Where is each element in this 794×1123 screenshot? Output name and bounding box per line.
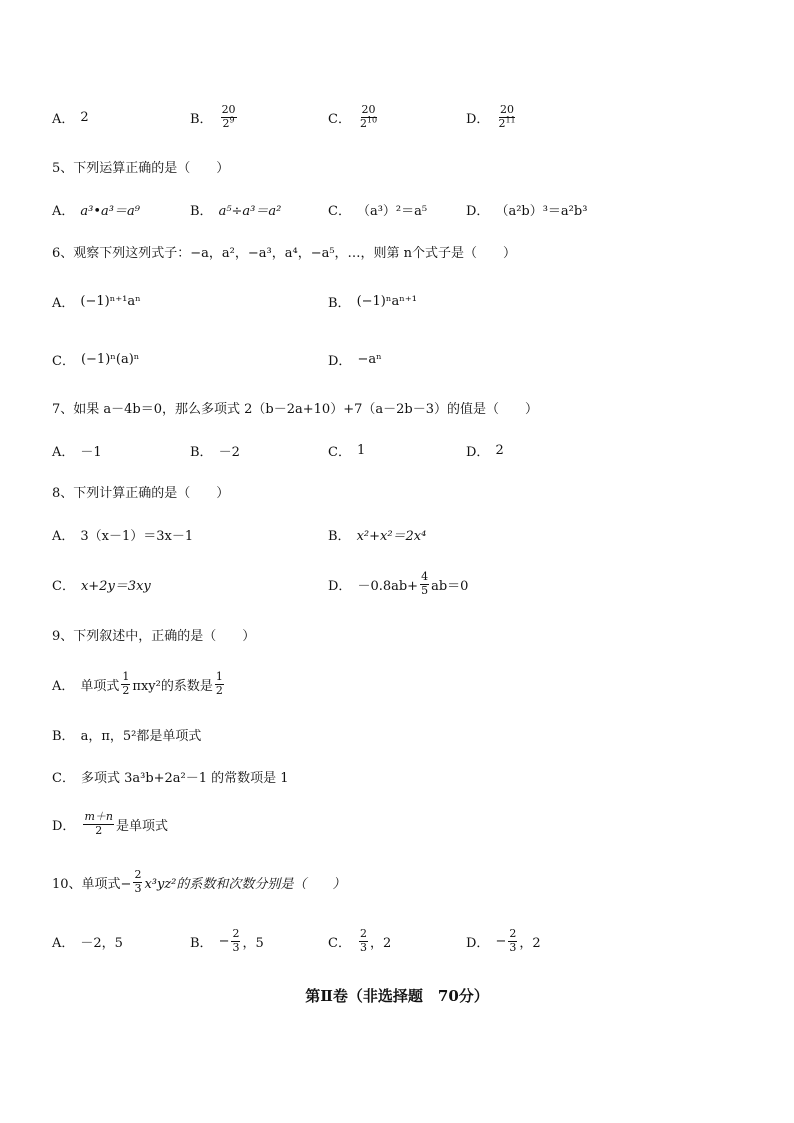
q6-options-row2 bbox=[0, 345, 794, 373]
q4-option-b[interactable]: B． $\frac{20}{2^9}$ bbox=[190, 103, 236, 130]
q7-option-c[interactable]: C． 1 bbox=[328, 442, 366, 460]
q5-option-b[interactable]: B． a⁵÷a³＝a² bbox=[190, 203, 282, 219]
q5-option-a[interactable]: A． a³•a³＝a⁹ bbox=[52, 203, 140, 219]
q8-options-row1 bbox=[0, 520, 794, 548]
q8-option-c[interactable]: C． x+2y＝3xy bbox=[52, 578, 151, 594]
fraction: $\frac{m+n}{2}$ bbox=[84, 810, 113, 837]
q7-option-d[interactable]: D． 2 bbox=[466, 442, 504, 460]
fraction: $\frac{2}{3}$ bbox=[359, 927, 367, 954]
fraction: $\frac{1}{2}$ bbox=[122, 670, 130, 697]
q8-option-b[interactable]: B． x²+x²＝2x⁴ bbox=[328, 528, 427, 544]
q6-option-a[interactable]: A． (−1)ⁿ⁺¹aⁿ bbox=[52, 293, 141, 311]
q9-option-c-row bbox=[0, 762, 794, 790]
q4-options bbox=[0, 103, 794, 131]
q9-option-a[interactable]: A． 单项式 $\frac{1}{2}$ πxy²的系数是 $\frac{1}{2}$ bbox=[52, 670, 223, 697]
q6-option-c[interactable]: C． (−1)ⁿ(a)ⁿ bbox=[52, 351, 140, 369]
q6-options-row1 bbox=[0, 287, 794, 315]
q9-stem: 9、下列叙述中，正确的是（ ） bbox=[52, 628, 256, 644]
q8-stem: 8、下列计算正确的是（ ） bbox=[52, 485, 230, 501]
fraction: $\frac{2}{3}$ bbox=[509, 927, 517, 954]
q7-option-b[interactable]: B． －2 bbox=[190, 444, 240, 460]
q5-option-d[interactable]: D． （a²b）³＝a²b³ bbox=[466, 203, 588, 219]
q9-option-d[interactable]: D． $\frac{m+n}{2}$ 是单项式 bbox=[52, 810, 168, 837]
q6-option-b[interactable]: B． (−1)ⁿaⁿ⁺¹ bbox=[328, 293, 417, 311]
q8-options-row2 bbox=[0, 570, 794, 598]
q10-stem: 10、单项式− $\frac{2}{3}$ x³yz²的系数和次数分别是（ ） bbox=[52, 868, 346, 895]
q7-stem: 7、如果 a－4b＝0，那么多项式 2（b－2a+10）+7（a－2b－3）的值是（ ） bbox=[52, 401, 538, 417]
fraction: $\frac{20}{2^{10}}$ bbox=[359, 103, 378, 130]
q5-options bbox=[0, 195, 794, 223]
q10-options bbox=[0, 927, 794, 955]
fraction: $\frac{4}{5}$ bbox=[421, 570, 429, 597]
q6-option-d[interactable]: D． −aⁿ bbox=[328, 351, 382, 369]
q10-option-c[interactable]: C． $\frac{2}{3}$ ，2 bbox=[328, 927, 392, 954]
q4-option-d[interactable]: D． $\frac{20}{2^{11}}$ bbox=[466, 103, 516, 130]
q9-option-c[interactable]: C． 多项式 3a³b+2a²－1 的常数项是 1 bbox=[52, 770, 289, 786]
section-title: 第Ⅱ卷（非选择题 70分） bbox=[305, 987, 489, 1005]
q5-stem: 5、下列运算正确的是（ ） bbox=[52, 160, 230, 176]
q4-option-c[interactable]: C． $\frac{20}{2^{10}}$ bbox=[328, 103, 378, 130]
q8-option-d[interactable]: D． －0.8ab+ $\frac{4}{5}$ ab＝0 bbox=[328, 570, 469, 597]
q9-option-b-row bbox=[0, 720, 794, 748]
fraction: $\frac{1}{2}$ bbox=[215, 670, 223, 697]
fraction: $\frac{2}{3}$ bbox=[134, 868, 142, 895]
q5-option-c[interactable]: C． （a³）²＝a⁵ bbox=[328, 203, 428, 219]
q6-stem: 6、观察下列这列式子：−a，a²，−a³，a⁴，−a⁵，…，则第 n个式子是（ ） bbox=[52, 245, 517, 261]
q10-option-d[interactable]: D． − $\frac{2}{3}$ ，2 bbox=[466, 927, 541, 954]
q7-options bbox=[0, 436, 794, 464]
fraction: $\frac{2}{3}$ bbox=[232, 927, 240, 954]
q7-option-a[interactable]: A． －1 bbox=[52, 444, 102, 460]
q9-option-d-row bbox=[0, 810, 794, 838]
q8-option-a[interactable]: A． 3（x－1）＝3x－1 bbox=[52, 528, 194, 544]
q10-option-b[interactable]: B． − $\frac{2}{3}$ ，5 bbox=[190, 927, 264, 954]
q9-option-a-row bbox=[0, 670, 794, 698]
q10-stem-row bbox=[0, 868, 794, 896]
q9-option-b[interactable]: B． a，π，5²都是单项式 bbox=[52, 728, 202, 744]
q10-option-a[interactable]: A． －2，5 bbox=[52, 935, 123, 951]
q4-option-a[interactable]: A． 2 bbox=[52, 109, 89, 127]
fraction: $\frac{20}{2^9}$ bbox=[221, 103, 236, 130]
fraction: $\frac{20}{2^{11}}$ bbox=[498, 103, 516, 130]
